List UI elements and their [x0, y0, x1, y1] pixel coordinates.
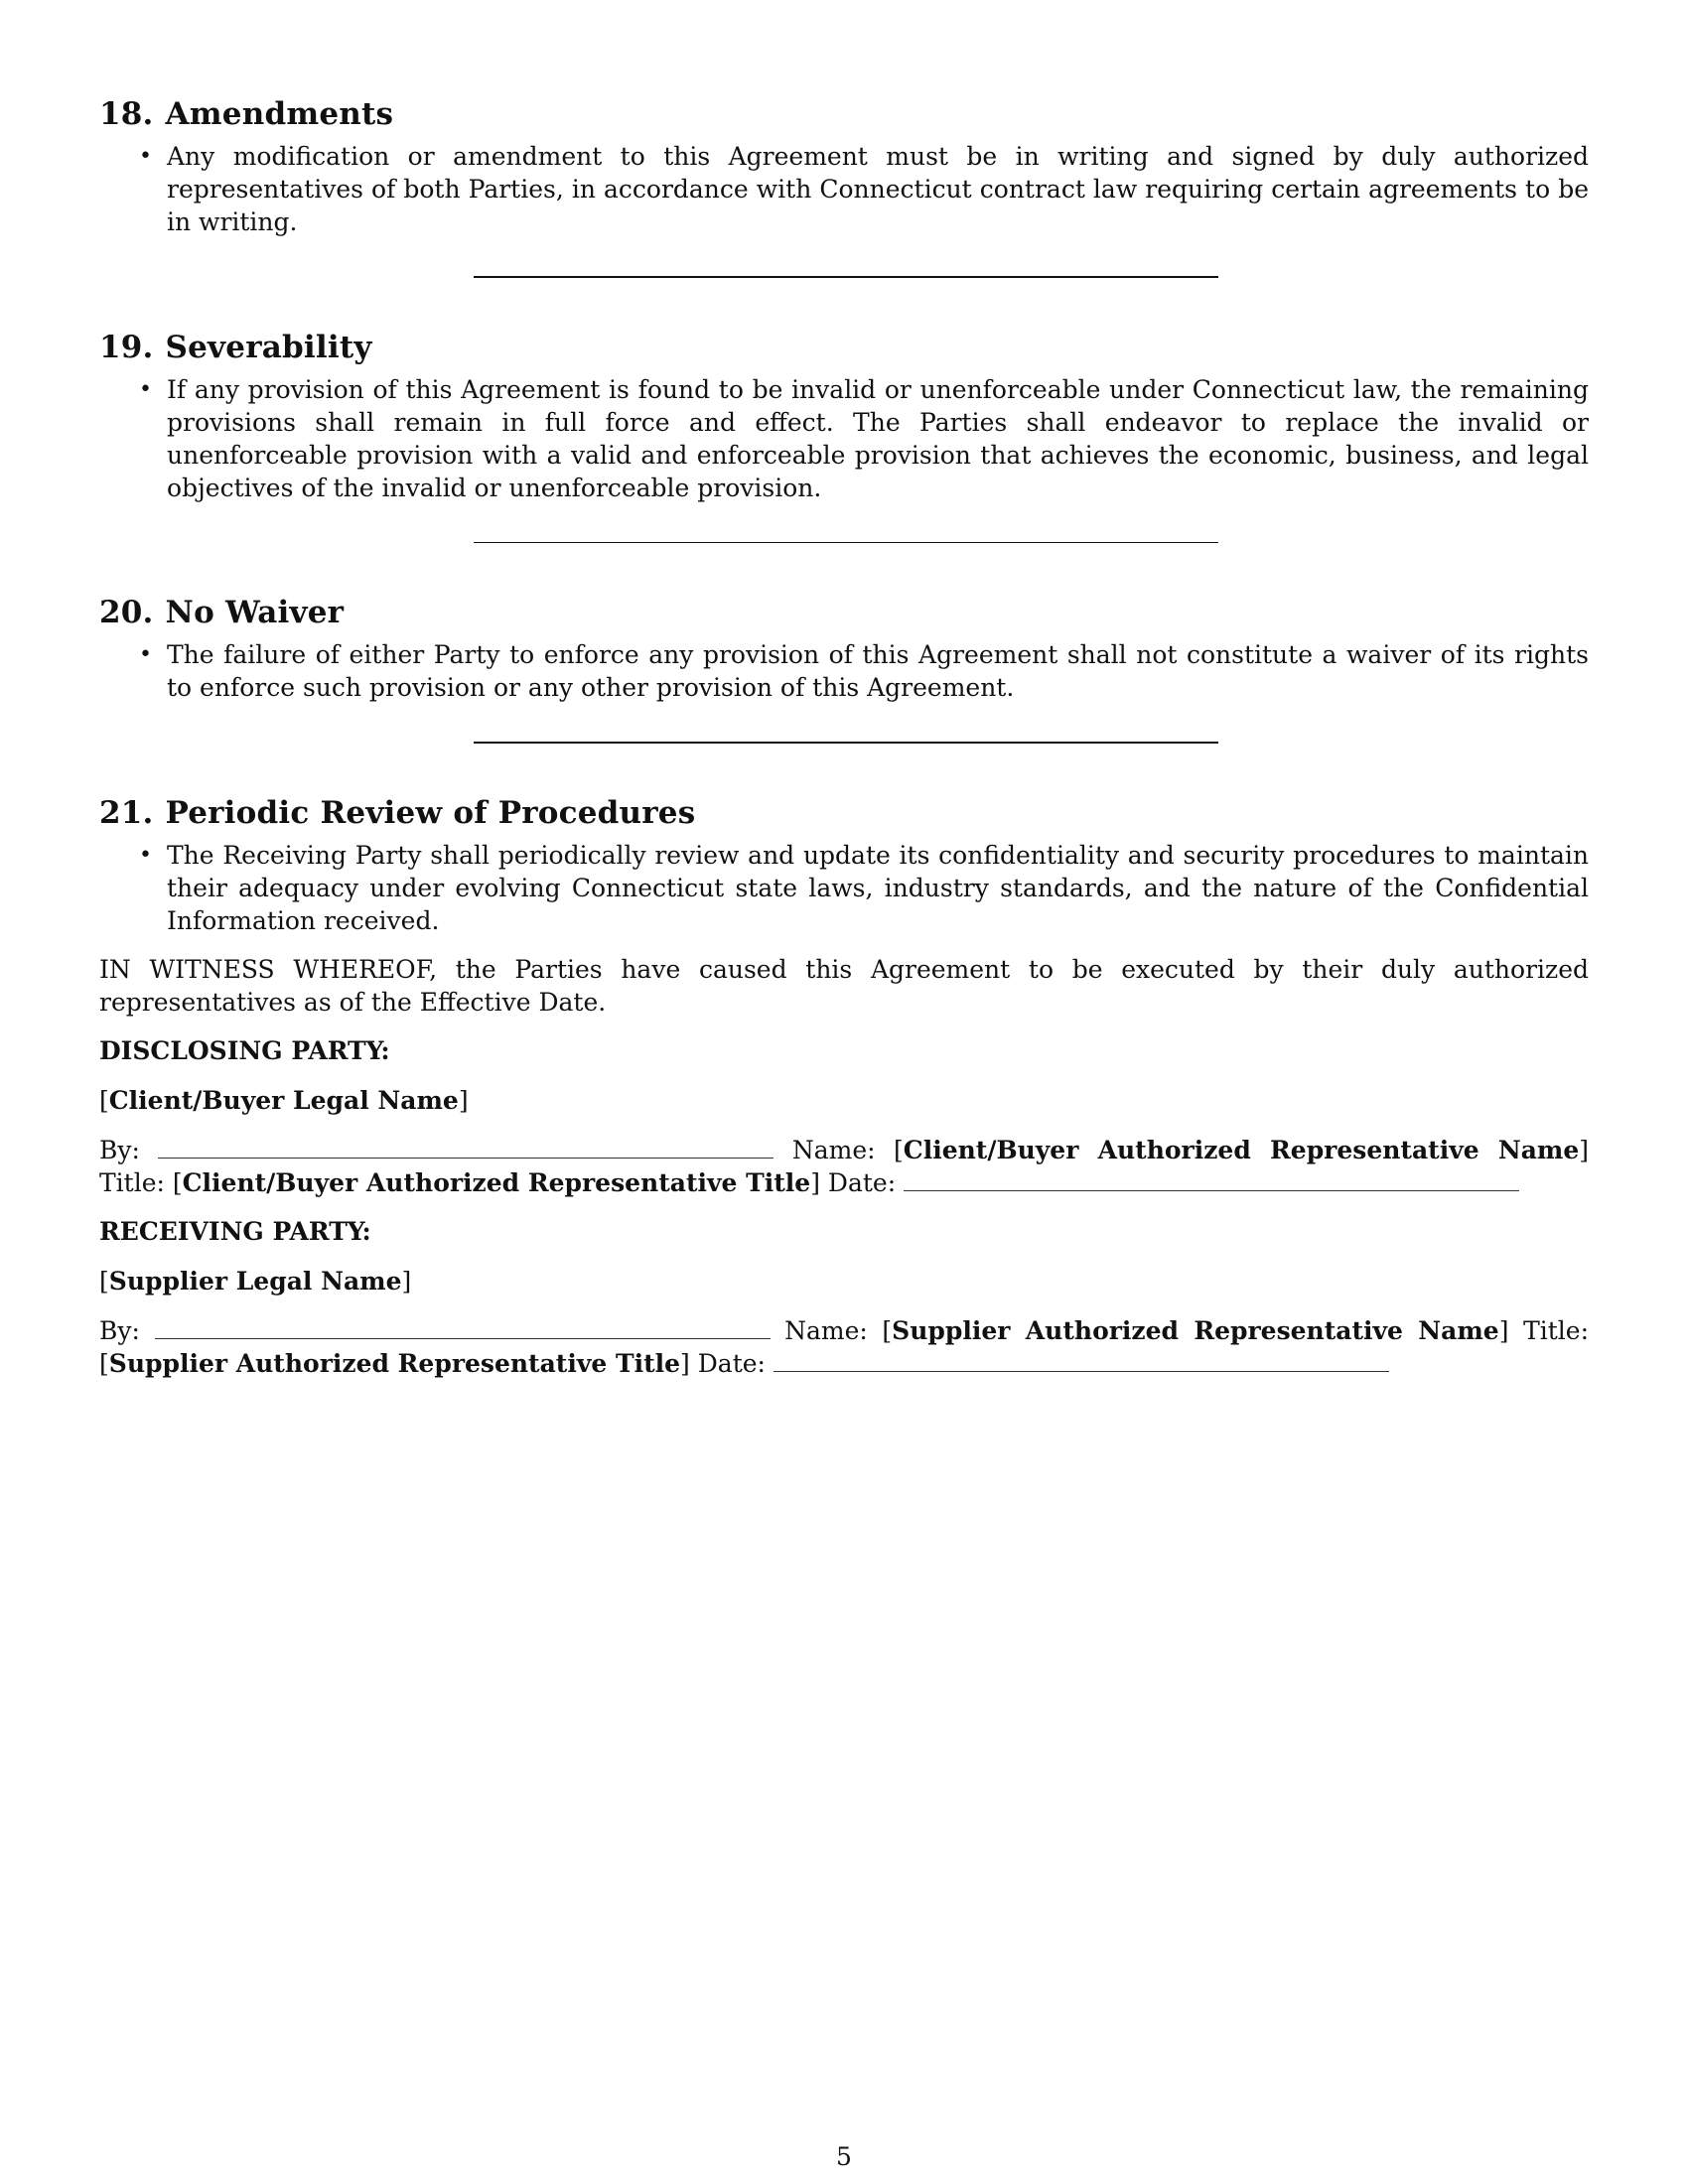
- section-no-waiver: [99, 593, 1589, 704]
- section-number: 20.: [99, 595, 154, 630]
- section-title: Amendments: [165, 96, 394, 132]
- receiving-legal-name: Supplier Legal Name: [108, 1267, 402, 1296]
- disclosing-signature-block: By: Name: [Client/Buyer Authorized Representative Name] Title: [Client/Buyer Authorized Representative Title] Date:: [99, 1136, 1590, 1197]
- bullet-list: [99, 373, 1589, 504]
- section-divider: [474, 542, 1218, 543]
- section-number: 19.: [99, 330, 154, 365]
- disclosing-legal-name: Client/Buyer Legal Name: [108, 1086, 459, 1115]
- page-number: 5: [836, 2142, 852, 2171]
- signature-line[interactable]: [158, 1138, 774, 1159]
- rep-title: Supplier Authorized Representative Title: [108, 1349, 681, 1378]
- receiving-party-heading: RECEIVING PARTY:: [99, 1217, 371, 1246]
- bullet-list: [99, 140, 1589, 238]
- bullet-list: [99, 839, 1589, 937]
- bullet-item: • Any modification or amendment to this Agreement must be in writing and signed by duly authorized representatives of both Parties, in accordance with Connecticut contract law requiring certain agreements to be in writing.: [99, 140, 1589, 238]
- date-label: Date:: [827, 1168, 897, 1197]
- document-page: [99, 94, 1589, 1380]
- receiving-signature-block: By: Name: [Supplier Authorized Representative Name] Title: [Supplier Authorized Representative Title] Date:: [99, 1316, 1589, 1378]
- disclosing-legal-name-line: [Client/Buyer Legal Name]: [99, 1086, 469, 1115]
- section-heading: [99, 94, 1589, 134]
- by-label: By:: [99, 1136, 140, 1164]
- by-label: By:: [99, 1316, 140, 1345]
- section-number: 18.: [99, 96, 154, 132]
- title-label: Title:: [99, 1168, 165, 1197]
- section-divider: [474, 276, 1218, 278]
- section-title: Periodic Review of Procedures: [165, 795, 696, 831]
- section-amendments: [99, 94, 1589, 238]
- disclosing-party-heading: DISCLOSING PARTY:: [99, 1036, 390, 1065]
- rep-name: Supplier Authorized Representative Name: [892, 1316, 1499, 1345]
- bullet-item: • The failure of either Party to enforce any provision of this Agreement shall not constitute a waiver of its rights to enforce such provision or any other provision of this Agreement.: [99, 638, 1589, 704]
- section-heading: [99, 328, 1589, 367]
- section-divider: [474, 742, 1218, 744]
- section-heading: [99, 593, 1589, 632]
- date-line[interactable]: [904, 1170, 1519, 1191]
- bullet-item: • The Receiving Party shall periodically review and update its confidentiality and security procedures to maintain their adequacy under evolving Connecticut state laws, industry standards, and the nature of the Confidential Information received.: [99, 839, 1589, 937]
- rep-title: Client/Buyer Authorized Representative Title: [182, 1168, 811, 1197]
- name-label: Name:: [784, 1316, 868, 1345]
- rep-name: Client/Buyer Authorized Representative Name: [903, 1136, 1580, 1164]
- date-label: Date:: [697, 1349, 766, 1378]
- section-heading: [99, 793, 1589, 833]
- bullet-list: [99, 638, 1589, 704]
- bullet-item: • If any provision of this Agreement is found to be invalid or unenforceable under Connecticut law, the remaining provisions shall remain in full force and effect. The Parties shall endeavor to replace the invalid or unenforceable provision with a valid and enforceable provision that achieves the economic, business, and legal objectives of the invalid or unenforceable provision.: [99, 373, 1589, 504]
- section-title: Severability: [165, 330, 372, 365]
- section-title: No Waiver: [165, 595, 345, 630]
- title-label: Title:: [1523, 1316, 1589, 1345]
- section-severability: [99, 328, 1589, 504]
- name-label: Name:: [791, 1136, 876, 1164]
- witness-clause: IN WITNESS WHEREOF, the Parties have caused this Agreement to be executed by their duly authorized representatives as of the Effective Date.: [99, 955, 1589, 1017]
- section-periodic-review: [99, 793, 1589, 937]
- date-line[interactable]: [774, 1351, 1389, 1372]
- section-number: 21.: [99, 795, 154, 831]
- signature-line[interactable]: [155, 1318, 771, 1339]
- receiving-legal-name-line: [Supplier Legal Name]: [99, 1267, 412, 1296]
